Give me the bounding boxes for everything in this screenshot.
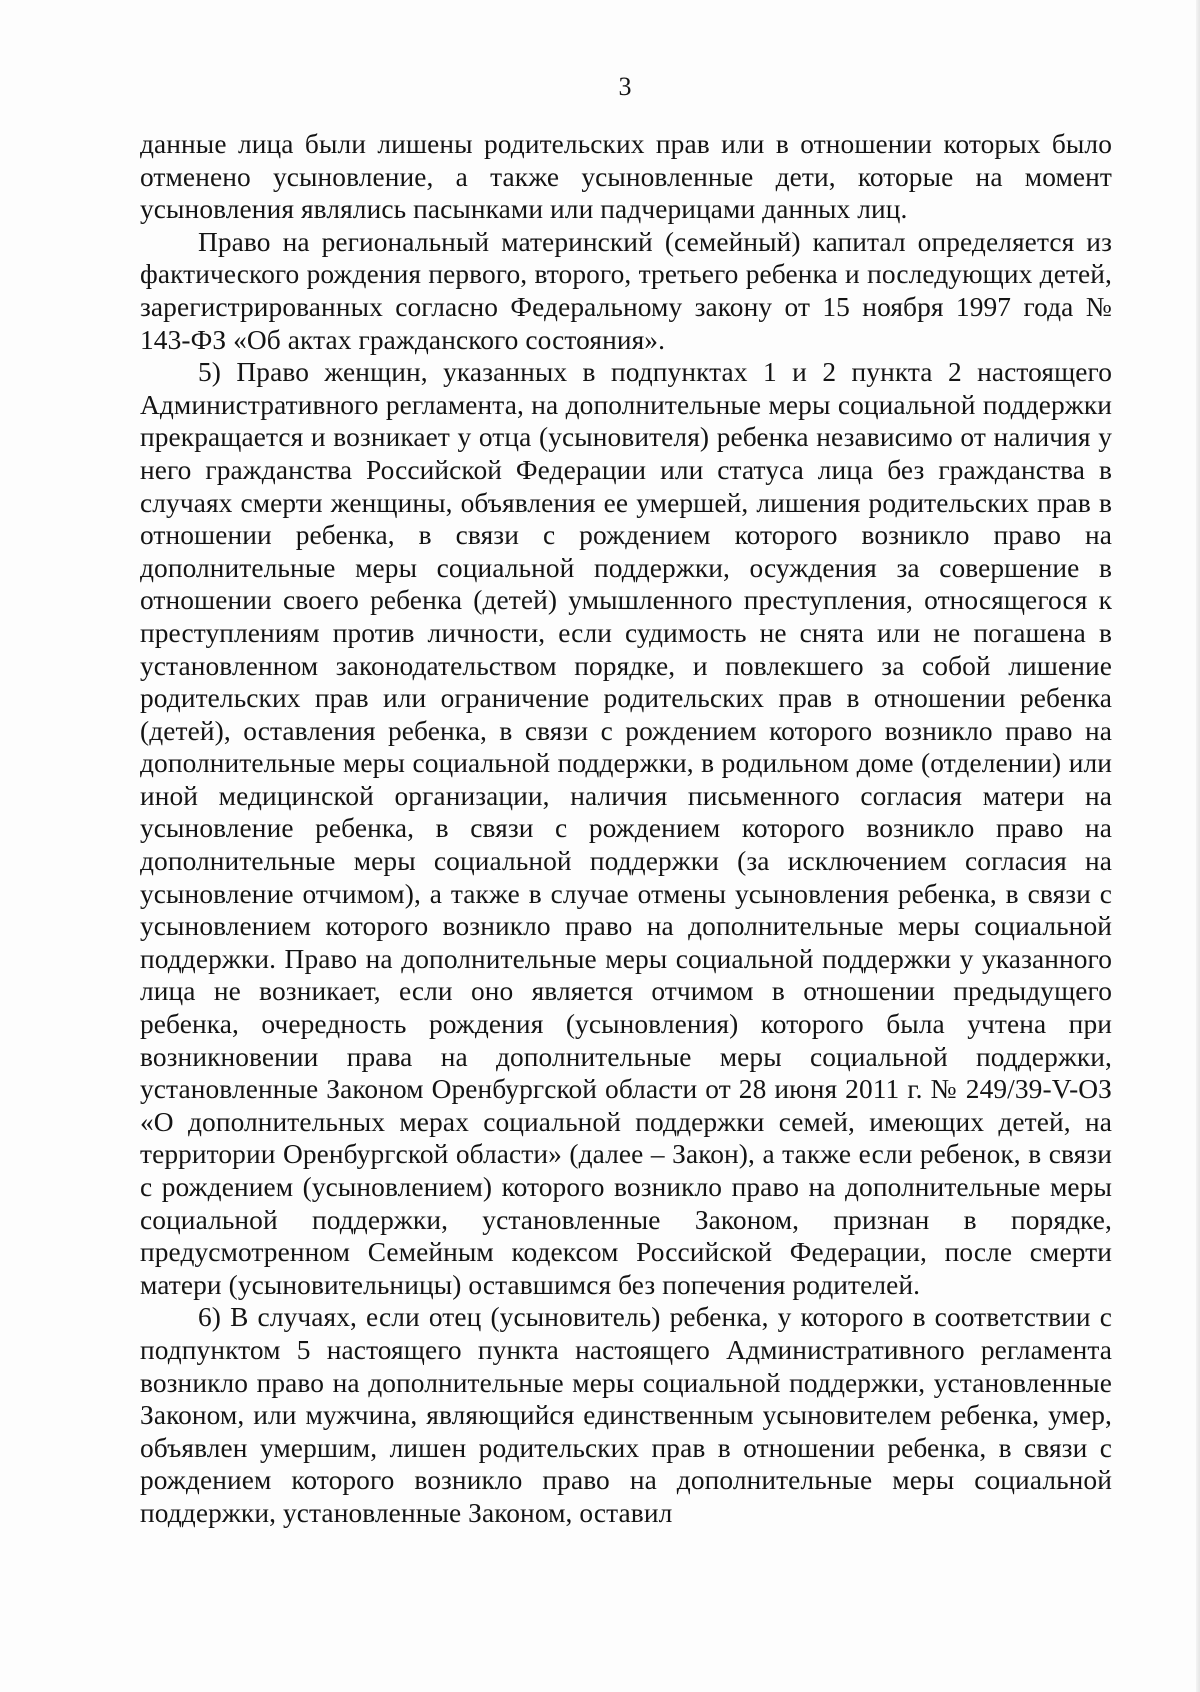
- paragraph-continuation: данные лица были лишены родительских прав или в отношении которых было отменено усыновление, а также усыновленные дети, которые на момент усыновления являлись пасынками или падчерицами данных лиц.: [140, 129, 1112, 225]
- paragraph-item-5: 5) Право женщин, указанных в подпунктах 1 и 2 пункта 2 настоящего Административного регламента, на дополнительные меры социальной поддержки прекращается и возникает у отца (усыновителя) ребенка независимо от наличия у него гражданства Российской Федерации или статуса лица без гражданства в случаях смерти женщины, объявления ее умершей, лишения родительских прав в отношении ребенка, в связи с рождением которого возникло право на дополнительные меры социальной поддержки, осуждения за совершение в отношении своего ребенка (детей) умышленного преступления, относящегося к преступлениям против личности, если судимость не снята или не погашена в установленном законодательством порядке, и повлекшего за собой лишение родительских прав или ограничение родительских прав в отношении ребенка (детей), оставления ребенка, в связи с рождением которого возникло право на дополнительные меры социальной поддержки, в родильном доме (отделении) или иной медицинской организации, наличия письменного согласия матери на усыновление ребенка, в связи с рождением которого возникло право на дополнительные меры социальной поддержки (за исключением согласия на усыновление отчимом), а также в случае отмены усыновления ребенка, в связи с усыновлением которого возникло право на дополнительные меры социальной поддержки. Право на дополнительные меры социальной поддержки у указанного лица не возникает, если оно является отчимом в отношении предыдущего ребенка, очередность рождения (усыновления) которого была учтена при возникновении права на дополнительные меры социальной поддержки, установленные Законом Оренбургской области от 28 июня 2011 г. № 249/39-V-ОЗ «О дополнительных мерах социальной поддержки семей, имеющих детей, на территории Оренбургской области» (далее – Закон), а также если ребенок, в связи с рождением (усыновлением) которого возникло право на дополнительные меры социальной поддержки, установленные Законом, признан в порядке, предусмотренном Семейным кодексом Российской Федерации, после смерти матери (усыновительницы) оставшимся без попечения родителей.: [140, 357, 1112, 1300]
- document-body: [140, 128, 1112, 1530]
- scan-edge: [1196, 0, 1200, 1692]
- page-number: 3: [618, 72, 632, 101]
- paragraph-regional-capital: Право на региональный материнский (семейный) капитал определяется из фактического рождения первого, второго, третьего ребенка и последующих детей, зарегистрированных согласно Федеральному закону от 15 ноября 1997 года № 143-ФЗ «Об актах гражданского состояния».: [140, 226, 1112, 355]
- paragraph-item-6: 6) В случаях, если отец (усыновитель) ребенка, у которого в соответствии с подпунктом 5 настоящего пункта настоящего Административного регламента возникло право на дополнительные меры социальной поддержки, установленные Законом, или мужчина, являющийся единственным усыновителем ребенка, умер, объявлен умершим, лишен родительских прав в отношении ребенка, в связи с рождением которого возникло право на дополнительные меры социальной поддержки, установленные Законом, оставил: [140, 1302, 1112, 1528]
